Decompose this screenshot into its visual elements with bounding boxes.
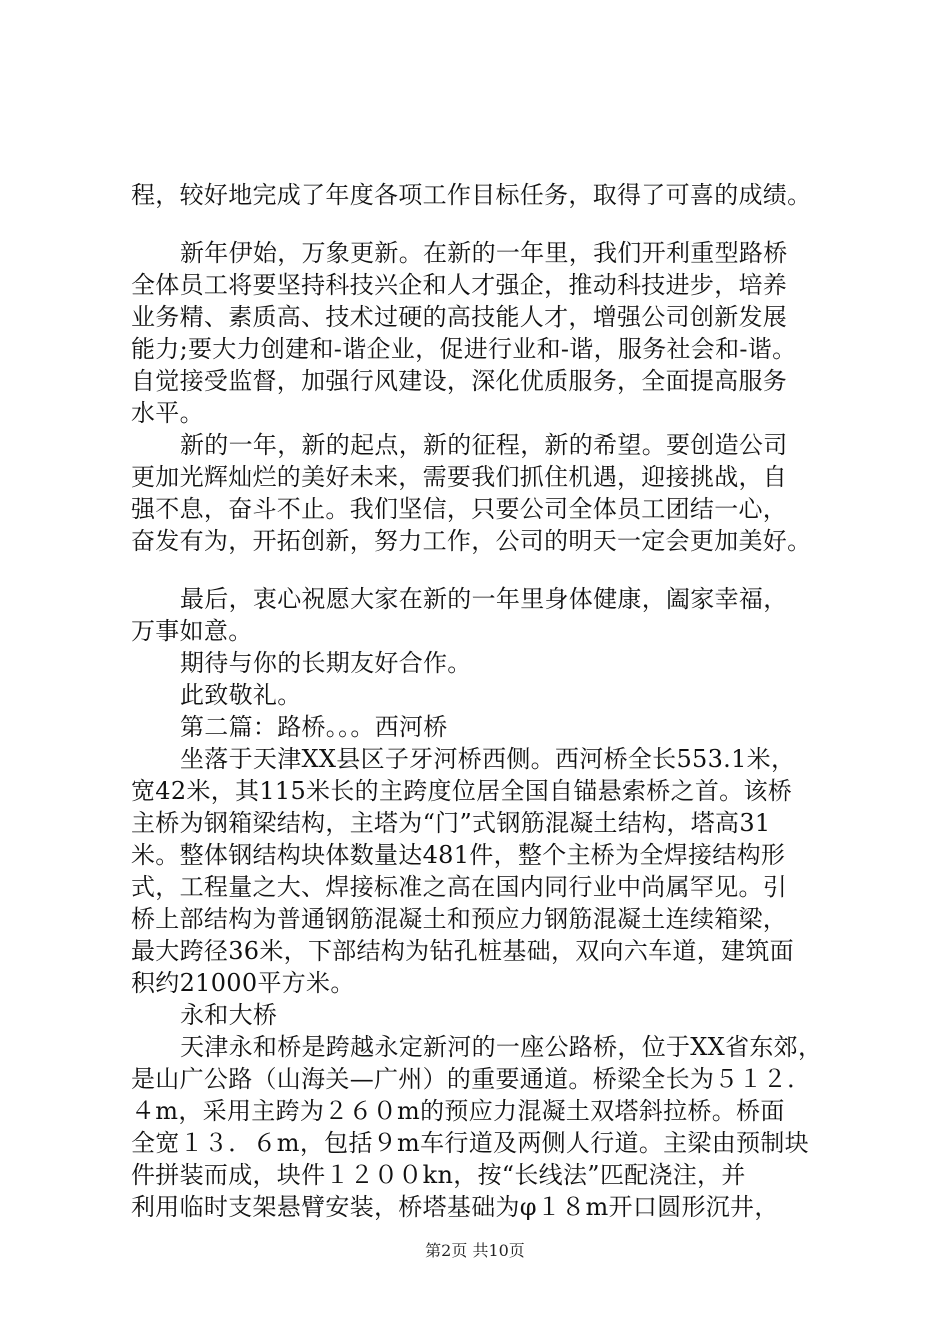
text-line: 宽42米，其115米长的主跨度位居全国自锚悬索桥之首。该桥 — [131, 777, 793, 805]
section-heading: 第二篇：路桥。。。西河桥 — [180, 713, 448, 741]
text-line: ４m，采用主跨为２６０m的预应力混凝土双塔斜拉桥。桥面 — [131, 1097, 785, 1125]
subheading: 永和大桥 — [180, 1001, 278, 1029]
text-line: 自觉接受监督，加强行风建设，深化优质服务，全面提高服务 — [131, 367, 788, 395]
text-line: 最大跨径36米，下部结构为钻孔桩基础，双向六车道，建筑面 — [131, 937, 794, 965]
text-line: 式，工程量之大、焊接标准之高在国内同行业中尚属罕见。引 — [131, 873, 788, 901]
text-line: 业务精、素质高、技术过硬的高技能人才，增强公司创新发展 — [131, 303, 788, 331]
text-line: 积约21000平方米。 — [131, 969, 355, 997]
text-line: 天津永和桥是跨越永定新河的一座公路桥，位于XX省东郊， — [180, 1033, 823, 1061]
text-line: 程，较好地完成了年度各项工作目标任务，取得了可喜的成绩。 — [131, 181, 812, 209]
text-line: 能力;要大力创建和-谐企业，促进行业和-谐，服务社会和-谐。 — [131, 335, 797, 363]
text-line: 最后，衷心祝愿大家在新的一年里身体健康，阖家幸福， — [180, 585, 788, 613]
text-line: 强不息，奋斗不止。我们坚信，只要公司全体员工团结一心， — [131, 495, 788, 523]
text-line: 更加光辉灿烂的美好未来，需要我们抓住机遇，迎接挑战，自 — [131, 463, 788, 491]
text-line: 桥上部结构为普通钢筋混凝土和预应力钢筋混凝土连续箱梁， — [131, 905, 788, 933]
text-line: 坐落于天津XX县区子牙河桥西侧。西河桥全长553.1米， — [180, 745, 796, 773]
text-line: 全体员工将要坚持科技兴企和人才强企，推动科技进步，培养 — [131, 271, 788, 299]
text-line: 件拼装而成，块件１２００kn，按“长线法”匹配浇注，并 — [131, 1161, 746, 1189]
text-line: 是山广公路（山海关—广州）的重要通道。桥梁全长为５１２． — [131, 1065, 812, 1093]
text-line: 新的一年，新的起点，新的征程，新的希望。要创造公司 — [180, 431, 788, 459]
text-line: 期待与你的长期友好合作。 — [180, 649, 472, 677]
text-line: 万事如意。 — [131, 617, 253, 645]
text-line: 水平。 — [131, 399, 204, 427]
text-line: 全宽１３．６m，包括９m车行道及两侧人行道。主梁由预制块 — [131, 1129, 809, 1157]
text-line: 利用临时支架悬臂安装，桥塔基础为φ１８m开口圆形沉井， — [131, 1193, 779, 1221]
page-number: 第2页 共10页 — [425, 1241, 525, 1260]
text-line: 奋发有为，开拓创新，努力工作，公司的明天一定会更加美好。 — [131, 527, 812, 555]
text-line: 此致敬礼。 — [180, 681, 302, 709]
text-line: 米。整体钢结构块体数量达481件，整个主桥为全焊接结构形 — [131, 841, 786, 869]
text-line: 新年伊始，万象更新。在新的一年里，我们开利重型路桥 — [180, 239, 788, 267]
text-line: 主桥为钢箱梁结构，主塔为“门”式钢筋混凝土结构，塔高31 — [131, 809, 771, 837]
